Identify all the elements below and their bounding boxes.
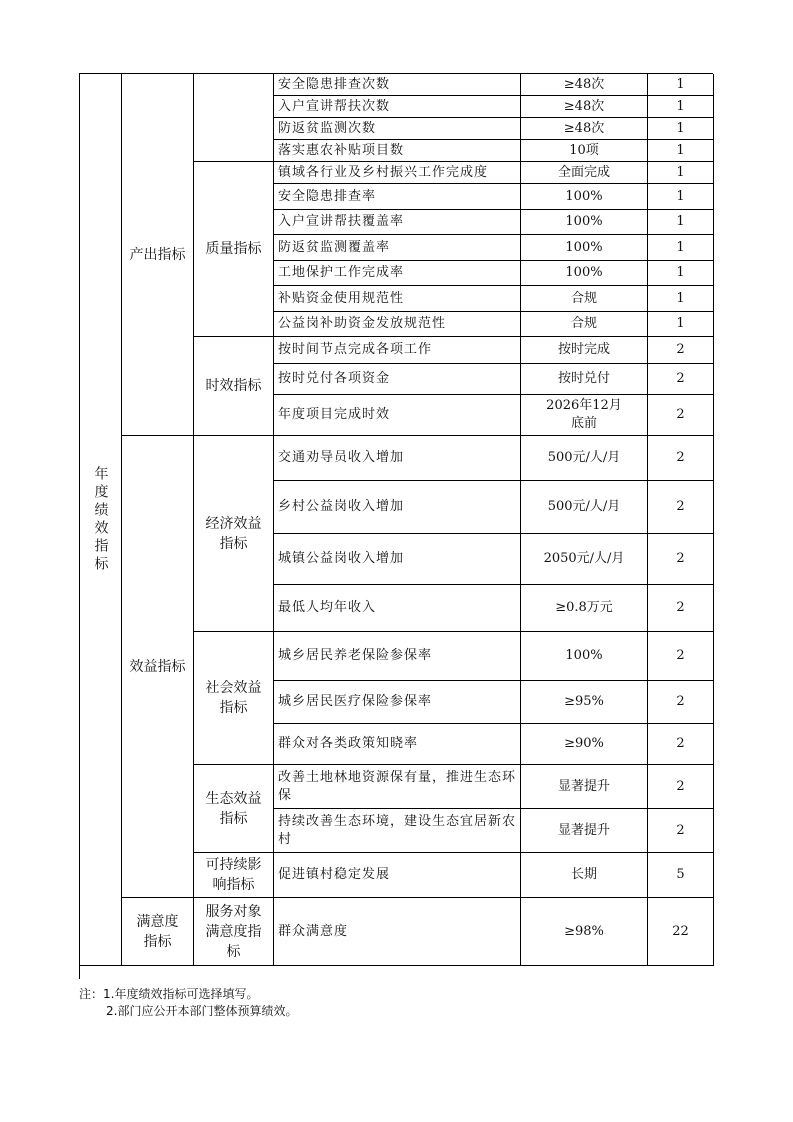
target-value-cell: 100%: [521, 632, 648, 681]
indicator-cell: 安全隐患排查率: [274, 184, 521, 210]
level3-sustainable-cell: [194, 853, 274, 898]
target-value-cell: 长期: [521, 853, 648, 898]
target-value-cell: ≥48次: [521, 118, 648, 140]
performance-indicator-table: [79, 73, 713, 979]
indicator-cell: 安全隐患排查次数: [274, 74, 521, 96]
level2-satisfaction-cell: [122, 898, 194, 966]
level3-economic-label: 经济效益指标: [205, 515, 262, 552]
weight-cell: 1: [648, 210, 714, 235]
level3-economic-cell: [194, 436, 274, 632]
weight-cell: 5: [648, 853, 714, 898]
target-value-cell: 显著提升: [521, 765, 648, 809]
weight-cell: 1: [648, 162, 714, 184]
level3-timeliness-cell: [194, 337, 274, 436]
footnote-2: 2.部门应公开本部门整体预算绩效。: [106, 1004, 298, 1018]
target-value-cell: 100%: [521, 184, 648, 210]
indicator-cell: 落实惠农补贴项目数: [274, 140, 521, 162]
target-value-cell: 100%: [521, 235, 648, 261]
weight-cell: 2: [648, 337, 714, 364]
indicator-cell: 城镇公益岗收入增加: [274, 534, 521, 585]
indicator-cell: 防返贫监测次数: [274, 118, 521, 140]
target-value-cell: 合规: [521, 286, 648, 312]
indicator-cell: 入户宣讲帮扶覆盖率: [274, 210, 521, 235]
indicator-cell: 工地保护工作完成率: [274, 261, 521, 286]
indicator-cell: 改善土地林地资源保有量，推进生态环保: [274, 765, 521, 809]
indicator-cell: 乡村公益岗收入增加: [274, 481, 521, 534]
weight-cell: 2: [648, 585, 714, 632]
weight-cell: 2: [648, 395, 714, 436]
weight-cell: 1: [648, 118, 714, 140]
level2-benefit-cell: [122, 436, 194, 898]
level2-benefit-label: 效益指标: [129, 658, 186, 675]
target-value-cell: ≥48次: [521, 74, 648, 96]
target-value-cell: 500元/人/月: [521, 436, 648, 481]
target-value-cell: ≥0.8万元: [521, 585, 648, 632]
level1-label: 年度绩效指标: [92, 465, 109, 574]
weight-cell: 2: [648, 364, 714, 395]
target-value-cell: ≥95%: [521, 681, 648, 724]
footnotes: [79, 986, 297, 1020]
indicator-cell: 防返贫监测覆盖率: [274, 235, 521, 261]
weight-cell: 1: [648, 312, 714, 337]
indicator-cell: 补贴资金使用规范性: [274, 286, 521, 312]
target-value-cell: 100%: [521, 261, 648, 286]
target-value-cell: [521, 534, 648, 585]
weight-cell: 1: [648, 140, 714, 162]
indicator-cell: 城乡居民养老保险参保率: [274, 632, 521, 681]
indicator-cell: 群众满意度: [274, 898, 521, 966]
weight-cell: 22: [648, 898, 714, 966]
indicator-cell: 城乡居民医疗保险参保率: [274, 681, 521, 724]
indicator-cell: 交通劝导员收入增加: [274, 436, 521, 481]
level3-ecological-cell: [194, 765, 274, 853]
target-value-text: 2026年12月底前: [546, 398, 622, 431]
weight-cell: 1: [648, 286, 714, 312]
indicator-cell: 最低人均年收入: [274, 585, 521, 632]
target-value-cell: 100%: [521, 210, 648, 235]
indicator-cell: 镇域各行业及乡村振兴工作完成度: [274, 162, 521, 184]
indicator-cell: 群众对各类政策知晓率: [274, 724, 521, 765]
indicator-cell: 持续改善生态环境，建设生态宜居新农村: [274, 809, 521, 853]
weight-cell: 2: [648, 534, 714, 585]
target-value-cell: 合规: [521, 312, 648, 337]
weight-cell: 2: [648, 436, 714, 481]
target-value-cell: 按时兑付: [521, 364, 648, 395]
weight-cell: 1: [648, 96, 714, 118]
target-value-cell: 全面完成: [521, 162, 648, 184]
level3-quality-cell: [194, 162, 274, 337]
target-value-cell: 500元/人/月: [521, 481, 648, 534]
footnote-1: 注：1.年度绩效指标可选择填写。: [79, 987, 259, 1001]
weight-cell: 2: [648, 632, 714, 681]
weight-cell: 2: [648, 809, 714, 853]
target-value-text: 2050元/人/月: [543, 551, 625, 566]
level3-service-label: 服务对象满意度指标: [205, 903, 262, 960]
level3-social-cell: [194, 632, 274, 765]
level2-output-label: 产出指标: [129, 246, 186, 263]
weight-cell: 2: [648, 724, 714, 765]
weight-cell: 2: [648, 481, 714, 534]
indicator-cell: 按时兑付各项资金: [274, 364, 521, 395]
level1-cell: [80, 74, 122, 966]
target-value-cell: 10项: [521, 140, 648, 162]
target-value-cell: ≥98%: [521, 898, 648, 966]
level3-timeliness-label: 时效指标: [205, 378, 262, 394]
indicator-cell: 促进镇村稳定发展: [274, 853, 521, 898]
target-value-cell: [521, 395, 648, 436]
target-value-cell: 按时完成: [521, 337, 648, 364]
indicator-cell: 年度项目完成时效: [274, 395, 521, 436]
target-value-cell: ≥48次: [521, 96, 648, 118]
weight-cell: 1: [648, 261, 714, 286]
level3-quality-label: 质量指标: [205, 241, 262, 257]
level2-output-cell: [122, 74, 194, 436]
weight-cell: 1: [648, 184, 714, 210]
indicator-cell: 公益岗补助资金发放规范性: [274, 312, 521, 337]
level3-sustainable-label: 可持续影响指标: [205, 857, 262, 893]
target-value-cell: ≥90%: [521, 724, 648, 765]
level2-satisfaction-label: 满意度指标: [136, 913, 179, 950]
weight-cell: 1: [648, 235, 714, 261]
level3-ecological-label: 生态效益指标: [205, 790, 262, 827]
indicator-cell: 入户宣讲帮扶次数: [274, 96, 521, 118]
weight-cell: 1: [648, 74, 714, 96]
weight-cell: 2: [648, 681, 714, 724]
target-value-cell: 显著提升: [521, 809, 648, 853]
indicator-cell: 按时间节点完成各项工作: [274, 337, 521, 364]
level3-social-label: 社会效益指标: [205, 680, 262, 716]
level3-service-cell: [194, 898, 274, 966]
weight-cell: 2: [648, 765, 714, 809]
level3-quantity-cell: [194, 74, 274, 162]
